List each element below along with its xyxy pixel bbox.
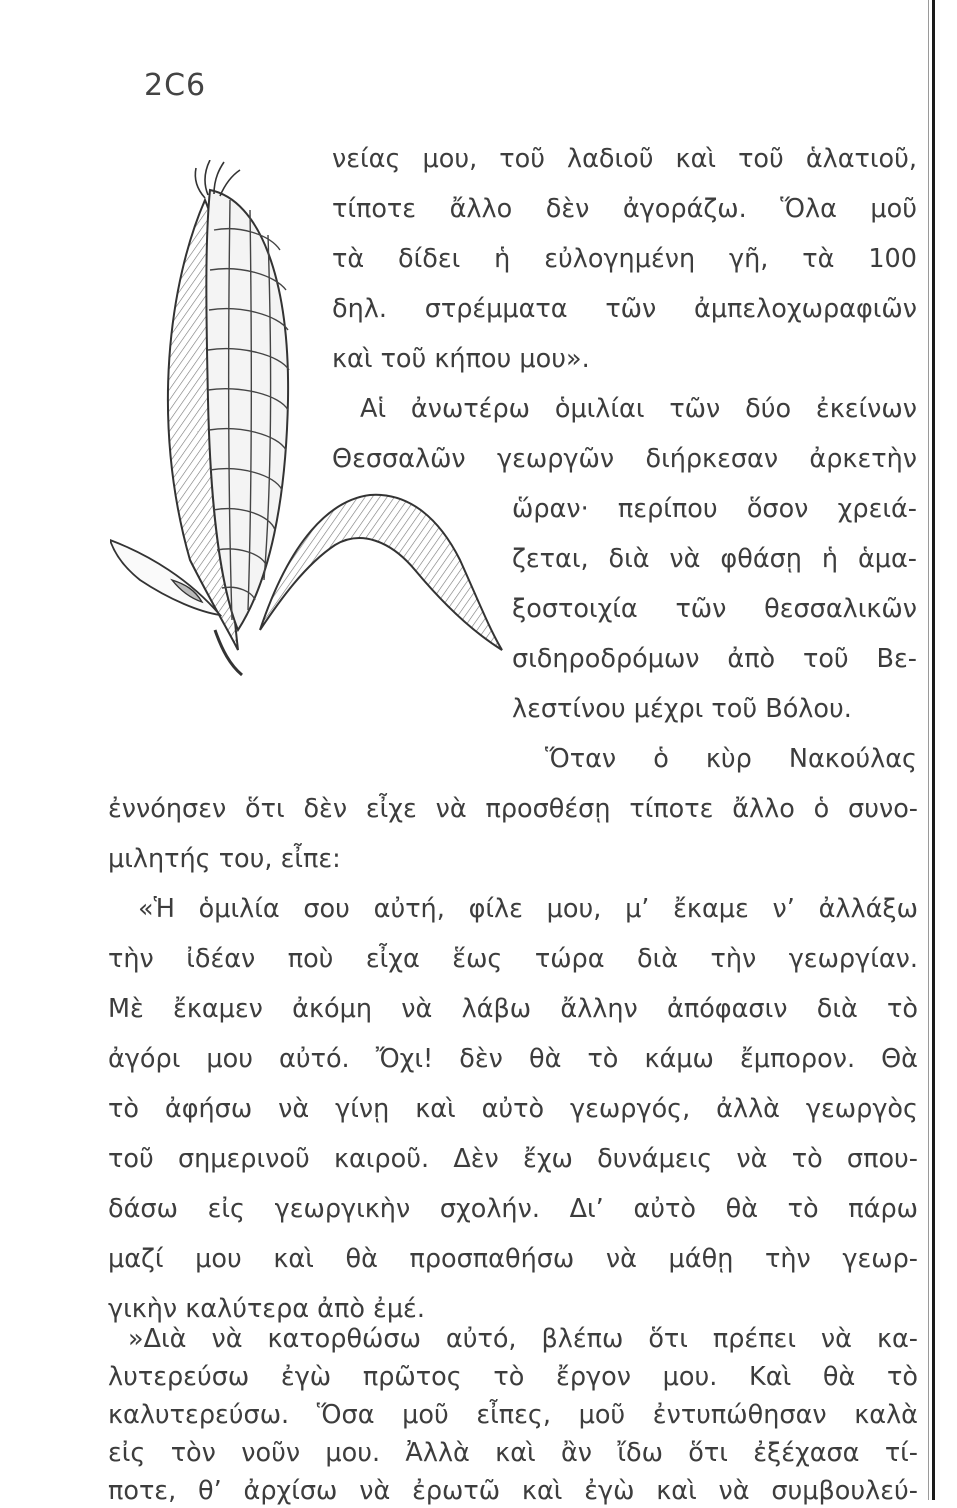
text-line: δάσω εἰς γεωργικὴν σχολήν. Δι’ αὐτὸ θὰ τὸ πάρω <box>108 1194 918 1224</box>
text-line: τὴν ἰδέαν ποὺ εἶχα ἕως τώρα διὰ τὴν γεωργίαν. <box>108 944 918 974</box>
text-line: Αἱ ἀνωτέρω ὁμιλίαι τῶν δύο ἐκείνων <box>360 394 917 424</box>
text-line: λυτερεύσω ἐγὼ πρῶτος τὸ ἔργον μου. Καὶ θὰ τὸ <box>108 1362 918 1392</box>
text-line: ἀγόρι μου αὐτό. Ὄχι! δὲν θὰ τὸ κάμω ἔμπορον. Θὰ <box>108 1044 918 1074</box>
text-line: ξοστοιχία τῶν θεσσαλικῶν <box>512 594 917 624</box>
text-line: τίποτε ἄλλο δὲν ἀγοράζω. Ὅλα μοῦ <box>332 194 917 224</box>
text-line: «Ἡ ὁμιλία σου αὐτή, φίλε μου, μ’ ἔκαμε ν’ ἀλλάξω <box>138 894 918 924</box>
text-line: γικὴν καλύτερα ἀπὸ ἐμέ. <box>108 1294 425 1324</box>
text-line: τὸ ἀφήσω νὰ γίνῃ καὶ αὐτὸ γεωργός, ἀλλὰ γεωργὸς <box>108 1094 918 1124</box>
text-line: εἰς τὸν νοῦν μου. Ἀλλὰ καὶ ἂν ἴδω ὅτι ἐξέχασα τί- <box>108 1438 918 1468</box>
text-line: Θεσσαλῶν γεωργῶν διήρκεσαν ἀρκετὴν <box>332 444 917 474</box>
text-line: μαζί μου καὶ θὰ προσπαθήσω νὰ μάθῃ τὴν γεωρ- <box>108 1244 918 1274</box>
text-line: Μὲ ἔκαμεν ἀκόμη νὰ λάβω ἄλλην ἀπόφασιν διὰ τὸ <box>108 994 918 1024</box>
page-edge-shadow <box>928 0 929 1500</box>
text-line: τοῦ σημερινοῦ καιροῦ. Δὲν ἔχω δυνάμεις νὰ τὸ σπου- <box>108 1144 918 1174</box>
text-line: τὰ δίδει ἡ εὐλογημένη γῆ, τὰ 100 <box>332 244 917 274</box>
text-line: σιδηροδρόμων ἀπὸ τοῦ Βε- <box>512 644 917 674</box>
text-line: ἐννόησεν ὅτι δὲν εἶχε νὰ προσθέσῃ τίποτε ἄλλο ὁ συνο- <box>108 794 918 824</box>
text-line: ζεται, διὰ νὰ φθάσῃ ἡ ἁμα- <box>512 544 917 574</box>
text-line: δηλ. στρέμματα τῶν ἀμπελοχωραφιῶν <box>332 294 917 324</box>
text-line: καὶ τοῦ κήπου μου». <box>332 344 590 374</box>
page-number: 2C6 <box>144 68 207 103</box>
text-line: ὥραν· περίπου ὅσον χρειά- <box>512 494 917 524</box>
text-line: μιλητής του, εἶπε: <box>108 844 341 874</box>
text-line: λεστίνου μέχρι τοῦ Βόλου. <box>512 694 852 724</box>
text-line: »Διὰ νὰ κατορθώσω αὐτό, βλέπω ὅτι πρέπει νὰ κα- <box>128 1324 918 1354</box>
text-line: νείας μου, τοῦ λαδιοῦ καὶ τοῦ ἁλατιοῦ, <box>332 144 917 174</box>
text-line: Ὅταν ὁ κὺρ Νακούλας <box>545 744 917 774</box>
text-line: καλυτερεύσω. Ὅσα μοῦ εἶπες, μοῦ ἐντυπώθησαν καλὰ <box>108 1400 918 1430</box>
text-line: ποτε, θ’ ἀρχίσω νὰ ἐρωτῶ καὶ ἐγὼ καὶ νὰ συμβουλεύ- <box>108 1476 918 1506</box>
page-edge <box>932 0 935 1500</box>
